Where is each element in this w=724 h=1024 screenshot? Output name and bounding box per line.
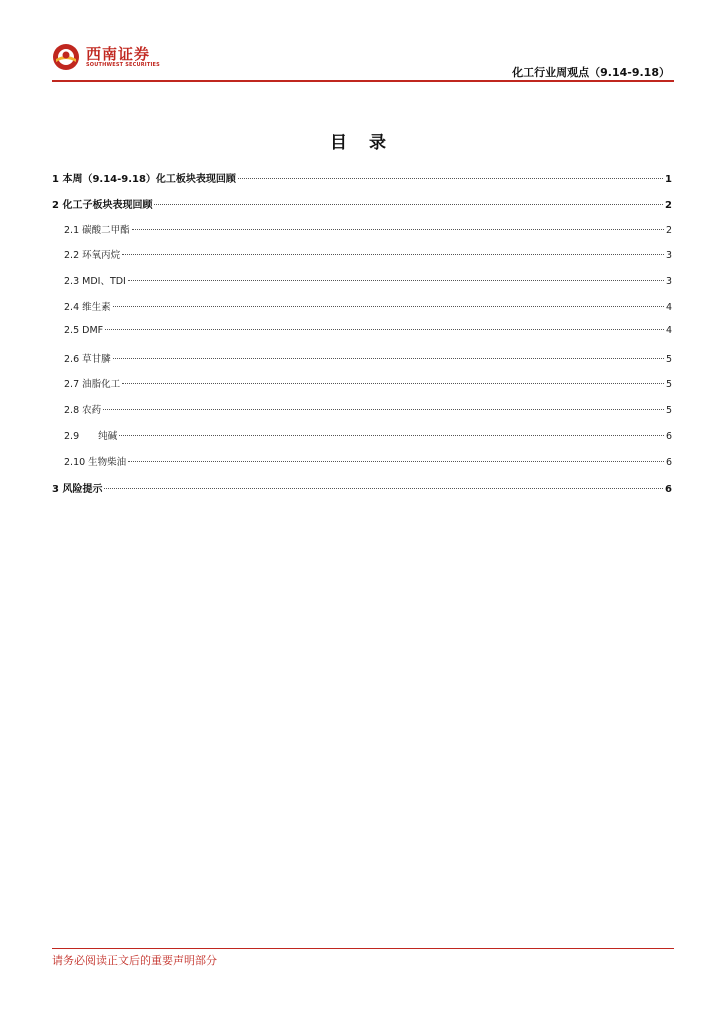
toc-entry-text: 2.9 纯碱 <box>64 431 118 442</box>
toc-dot-leader <box>122 254 664 255</box>
toc-entry-text: 2.4 维生素 <box>64 302 111 313</box>
toc-entry-text: 1 本周（9.14-9.18）化工板块表现回顾 <box>52 174 236 185</box>
toc-dot-leader <box>128 280 664 281</box>
toc-entry-text: 2.3 MDI、TDI <box>64 276 126 288</box>
toc-title: 目 录 <box>330 133 394 153</box>
toc-page-number: 2 <box>665 224 672 236</box>
toc-entry-text: 3 风险提示 <box>52 483 103 495</box>
toc-dot-leader <box>103 409 664 410</box>
toc-page-number: 5 <box>665 405 672 417</box>
toc-dot-leader <box>113 306 664 307</box>
toc-entry[interactable] <box>52 273 672 289</box>
toc-entry[interactable] <box>52 222 672 238</box>
logo-chinese-name: 西南证券 <box>86 45 151 63</box>
toc-entry[interactable] <box>52 454 672 470</box>
toc-entry-text: 2.5 DMF <box>64 324 104 336</box>
company-logo <box>52 40 172 76</box>
toc-entry-text: 2.6 草甘膦 <box>64 353 111 365</box>
toc-page-number: 6 <box>665 483 672 495</box>
toc-dot-leader <box>128 461 664 462</box>
toc-entry[interactable] <box>52 247 672 263</box>
toc-dot-leader <box>132 229 664 230</box>
toc-dot-leader <box>122 383 664 384</box>
toc-entry-text: 2.7 油脂化工 <box>64 379 121 391</box>
toc-entry-text: 2.10 生物柴油 <box>64 456 127 468</box>
toc-entry[interactable] <box>52 325 672 341</box>
logo-english-name: SOUTHWEST SECURITIES <box>86 62 160 68</box>
toc-page-number: 1 <box>665 174 672 185</box>
header-divider <box>52 80 674 82</box>
toc-page-number: 5 <box>665 353 672 365</box>
toc-entry[interactable] <box>52 402 672 418</box>
toc-page-number: 5 <box>665 379 672 391</box>
footer-divider <box>52 948 674 949</box>
page-header <box>52 40 672 82</box>
toc-dot-leader <box>105 329 664 330</box>
toc-dot-leader <box>119 435 664 436</box>
toc-page-number: 3 <box>665 250 672 262</box>
logo-icon <box>52 43 80 71</box>
toc-entry[interactable] <box>52 170 672 186</box>
toc-page-number: 4 <box>665 302 672 313</box>
toc-dot-leader <box>154 204 663 205</box>
toc-dot-leader <box>238 178 663 179</box>
toc-entry[interactable] <box>52 196 672 212</box>
toc-entry-text: 2.8 农药 <box>64 405 102 417</box>
toc-entry[interactable] <box>52 428 672 444</box>
footer-disclaimer: 请务必阅读正文后的重要声明部分 <box>52 954 217 967</box>
toc-entry-text: 2.2 环氧丙烷 <box>64 250 121 262</box>
toc-entry[interactable] <box>52 299 672 315</box>
toc-entry[interactable] <box>52 480 672 496</box>
toc-page-number: 4 <box>665 324 672 336</box>
toc-dot-leader <box>113 358 664 359</box>
toc-page-number: 3 <box>665 276 672 288</box>
toc-page-number: 6 <box>665 431 672 442</box>
toc-entry[interactable] <box>52 351 672 367</box>
toc-dot-leader <box>104 488 663 489</box>
report-title: 化工行业周观点（9.14-9.18） <box>512 66 670 79</box>
toc-entry-text: 2 化工子板块表现回顾 <box>52 199 153 211</box>
toc-page-number: 6 <box>665 456 672 468</box>
toc-page-number: 2 <box>665 199 672 211</box>
toc-entry[interactable] <box>52 376 672 392</box>
toc-entry-text: 2.1 碳酸二甲酯 <box>64 224 130 236</box>
